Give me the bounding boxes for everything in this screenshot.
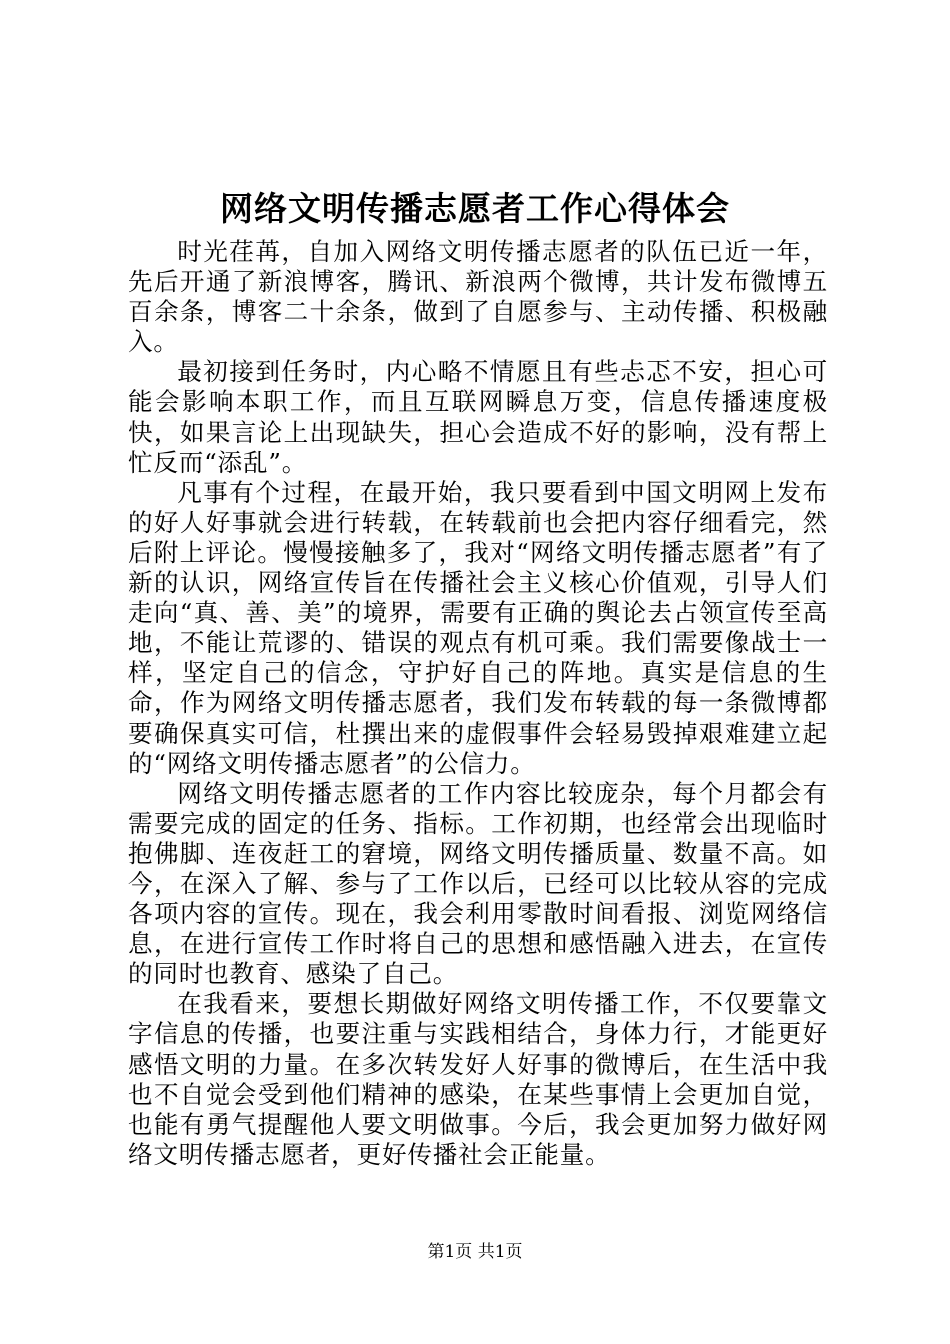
document-body xyxy=(128,237,828,1170)
page-number-footer: 第1页 共1页 xyxy=(427,1242,523,1262)
paragraph-2: 最初接到任务时，内心略不情愿且有些忐忑不安，担心可能会影响本职工作，而且互联网瞬息万变，信息传播速度极快，如果言论上出现缺失，担心会造成不好的影响，没有帮上忙反而“添乱”。 xyxy=(128,357,828,477)
document-title: 网络文明传播志愿者工作心得体会 xyxy=(220,189,730,228)
paragraph-3: 凡事有个过程，在最开始，我只要看到中国文明网上发布的好人好事就会进行转载，在转载前也会把内容仔细看完，然后附上评论。慢慢接触多了，我对“网络文明传播志愿者”有了新的认识，网络宣传旨在传播社会主义核心价值观，引导人们走向“真、善、美”的境界，需要有正确的舆论去占领宣传至高地，不能让荒谬的、错误的观点有机可乘。我们需要像战士一样，坚定自己的信念，守护好自己的阵地。真实是信息的生命，作为网络文明传播志愿者，我们发布转载的每一条微博都要确保真实可信，杜撰出来的虚假事件会轻易毁掉艰难建立起的“网络文明传播志愿者”的公信力。 xyxy=(128,477,828,778)
paragraph-5: 在我看来，要想长期做好网络文明传播工作，不仅要靠文字信息的传播，也要注重与实践相结合，身体力行，才能更好感悟文明的力量。在多次转发好人好事的微博后，在生活中我也不自觉会受到他们精神的感染，在某些事情上会更加自觉，也能有勇气提醒他人要文明做事。今后，我会更加努力做好网络文明传播志愿者，更好传播社会正能量。 xyxy=(128,989,828,1169)
paragraph-1: 时光荏苒，自加入网络文明传播志愿者的队伍已近一年，先后开通了新浪博客，腾讯、新浪两个微博，共计发布微博五百余条，博客二十余条，做到了自愿参与、主动传播、积极融入。 xyxy=(128,237,828,357)
paragraph-4: 网络文明传播志愿者的工作内容比较庞杂，每个月都会有需要完成的固定的任务、指标。工作初期，也经常会出现临时抱佛脚、连夜赶工的窘境，网络文明传播质量、数量不高。如今，在深入了解、参与了工作以后，已经可以比较从容的完成各项内容的宣传。现在，我会利用零散时间看报、浏览网络信息，在进行宣传工作时将自己的思想和感悟融入进去，在宣传的同时也教育、感染了自己。 xyxy=(128,778,828,989)
